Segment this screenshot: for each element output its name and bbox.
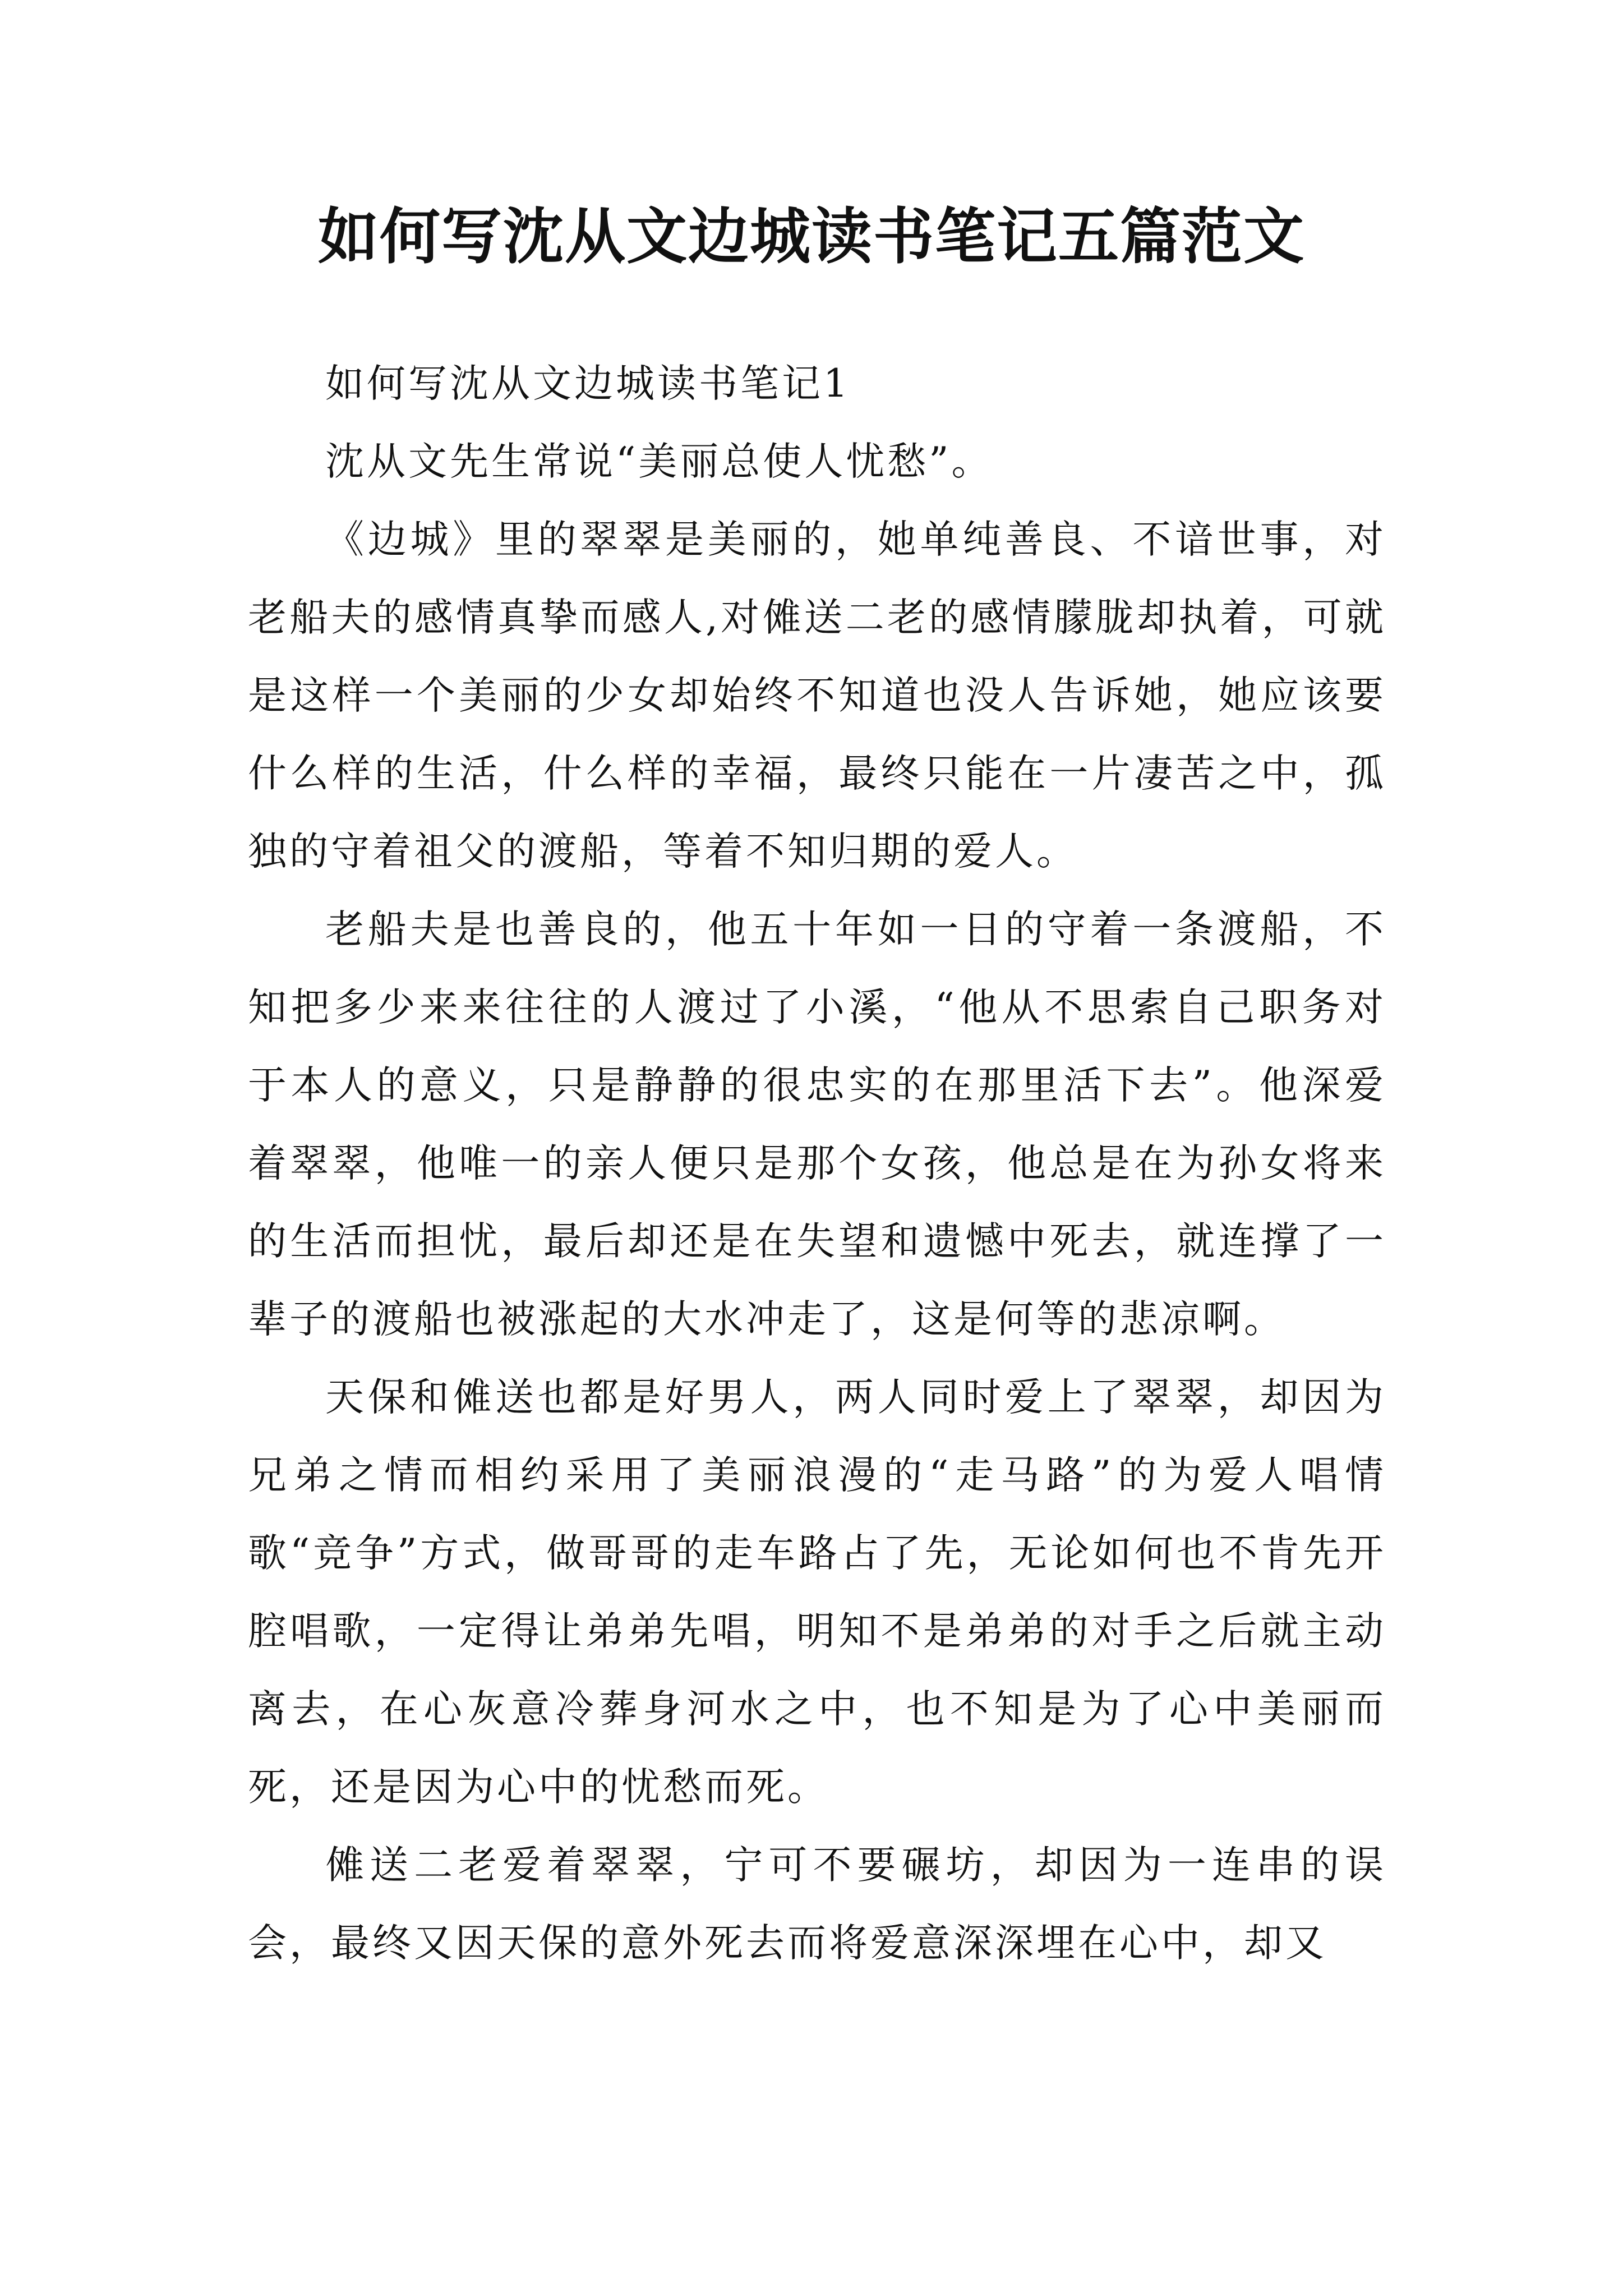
paragraph: 傩送二老爱着翠翠，宁可不要碾坊，却因为一连串的误会，最终又因天保的意外死去而将爱意深深埋在心中，却又: [248, 1843, 1386, 1966]
paragraph: 老船夫是也善良的，他五十年如一日的守着一条渡船，不知把多少来来往往的人渡过了小溪，“他从不思索自己职务对于本人的意义，只是静静的很忠实的在那里活下去”。他深爱着翠翠，他唯一的亲人便只是那个女孩，他总是在为孙女将来的生活而担忧，最后却还是在失望和遗憾中死去，就连撑了一辈子的渡船也被涨起的大水冲走了，这是何等的悲凉啊。: [248, 907, 1386, 1342]
document-title: 如何写沈从文边城读书笔记五篇范文: [317, 201, 1305, 272]
paragraph: 如何写沈从文边城读书笔记1: [325, 361, 851, 406]
document-body: [248, 345, 1386, 1982]
paragraph: 沈从文先生常说“美丽总使人忧愁”。: [325, 439, 993, 484]
paragraph: 《边城》里的翠翠是美丽的，她单纯善良、不谙世事，对老船夫的感情真挚而感人,对傩送二老的感情朦胧却执着，可就是这样一个美丽的少女却始终不知道也没人告诉她，她应该要什么样的生活，什么样的幸福，最终只能在一片凄苦之中，孤独的守着祖父的渡船，等着不知归期的爱人。: [248, 517, 1386, 874]
paragraph: 天保和傩送也都是好男人，两人同时爱上了翠翠，却因为兄弟之情而相约采用了美丽浪漫的“走马路”的为爱人唱情歌“竞争”方式，做哥哥的走车路占了先，无论如何也不肯先开腔唱歌，一定得让弟弟先唱，明知不是弟弟的对手之后就主动离去，在心灰意冷葬身河水之中，也不知是为了心中美丽而死，还是因为心中的忧愁而死。: [248, 1375, 1386, 1810]
